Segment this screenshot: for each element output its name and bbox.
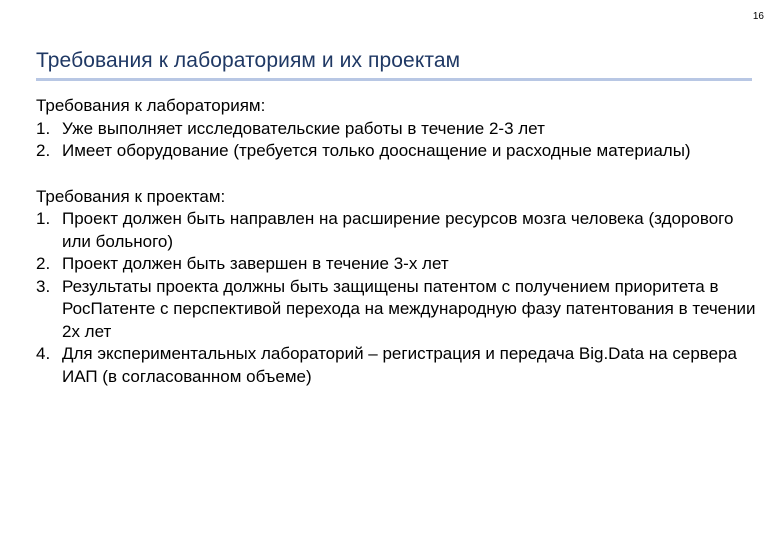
- list-item-number: 2.: [36, 254, 51, 273]
- project-requirements-list: [36, 208, 756, 388]
- project-requirements-heading: Требования к проектам:: [36, 186, 226, 206]
- project-requirements-section: [36, 186, 756, 389]
- slide-content: [36, 95, 756, 388]
- slide-title: Требования к лабораториям и их проектам: [36, 49, 461, 72]
- list-item-text: Уже выполняет исследовательские работы в течение 2-3 лет: [62, 118, 545, 138]
- list-item: [36, 140, 756, 163]
- lab-requirements-section: [36, 95, 756, 163]
- lab-requirements-heading: Требования к лабораториям:: [36, 96, 266, 115]
- title-divider: [36, 78, 752, 81]
- lab-requirements-list: [36, 118, 756, 163]
- list-item: [36, 253, 756, 276]
- list-item-number: 3.: [36, 276, 51, 296]
- list-item-number: 1.: [36, 209, 51, 228]
- section-spacer: [36, 163, 756, 186]
- list-item-number: 1.: [36, 118, 51, 138]
- list-item-number: 2.: [36, 141, 51, 160]
- list-item: [36, 276, 756, 344]
- list-item-text: Результаты проекта должны быть защищены патентом с получением приоритета в РосПатенте с перспективой перехода на международную фазу патентования в течении 2х лет: [62, 276, 756, 341]
- page-number: 16: [752, 11, 764, 22]
- list-item-text: Для экспериментальных лабораторий – регистрация и передача Big.Data на сервера ИАП (в согласованном объеме): [62, 344, 737, 386]
- list-item-text: Имеет оборудование (требуется только дооснащение и расходные материалы): [62, 141, 691, 160]
- list-item-number: 4.: [36, 344, 51, 363]
- list-item: [36, 208, 756, 253]
- list-item: [36, 118, 756, 141]
- list-item-text: Проект должен быть завершен в течение 3-х лет: [62, 254, 449, 273]
- list-item-text: Проект должен быть направлен на расширение ресурсов мозга человека (здорового или больного): [62, 209, 734, 251]
- list-item: [36, 343, 756, 388]
